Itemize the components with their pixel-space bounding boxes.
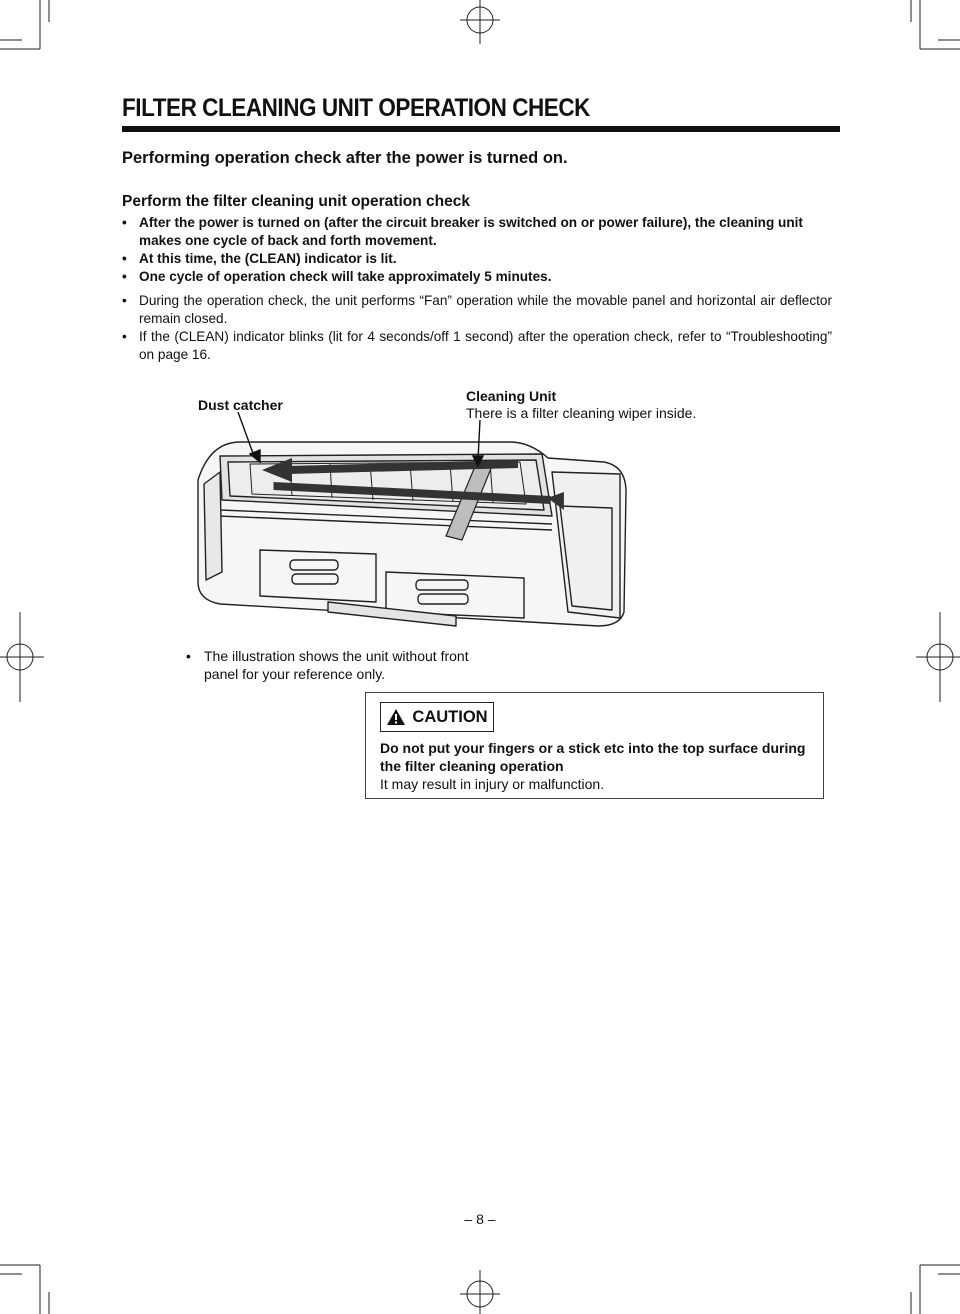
page-number: – 8 – bbox=[464, 1211, 496, 1227]
list-item: • The illustration shows the unit without front panel for your reference only. bbox=[186, 647, 496, 683]
illustration-note bbox=[186, 647, 496, 683]
caution-header bbox=[380, 702, 494, 732]
air-conditioner-illustration bbox=[180, 412, 630, 642]
title-rule bbox=[122, 126, 840, 132]
instruction-list bbox=[122, 214, 832, 364]
page-title: FILTER CLEANING UNIT OPERATION CHECK bbox=[122, 94, 590, 122]
dust-catcher-label: Dust catcher bbox=[198, 397, 283, 413]
cleaning-unit-label: Cleaning Unit bbox=[466, 388, 557, 404]
list-item: • During the operation check, the unit performs “Fan” operation while the movable panel and horizontal air deflector remain closed. bbox=[122, 292, 832, 328]
list-item: • One cycle of operation check will take approximately 5 minutes. bbox=[122, 268, 832, 286]
warning-triangle-icon bbox=[386, 708, 406, 726]
caution-label: CAUTION bbox=[412, 707, 488, 726]
cleaning-unit-description: There is a filter cleaning wiper inside. bbox=[466, 405, 697, 421]
section-heading: Perform the filter cleaning unit operation check bbox=[122, 193, 470, 210]
list-item: • At this time, the (CLEAN) indicator is lit. bbox=[122, 250, 832, 268]
list-item: • If the (CLEAN) indicator blinks (lit for 4 seconds/off 1 second) after the operation check, refer to “Troubleshooting” on page 16. bbox=[122, 328, 832, 364]
caution-warning: Do not put your fingers or a stick etc into the top surface during the filter cleaning operation bbox=[380, 740, 806, 774]
caution-box bbox=[365, 692, 824, 799]
list-item: • After the power is turned on (after the circuit breaker is switched on or power failure), the cleaning unit makes one cycle of back and forth movement. bbox=[122, 214, 832, 250]
caution-consequence: It may result in injury or malfunction. bbox=[380, 776, 605, 792]
page-subtitle: Performing operation check after the power is turned on. bbox=[122, 149, 568, 167]
